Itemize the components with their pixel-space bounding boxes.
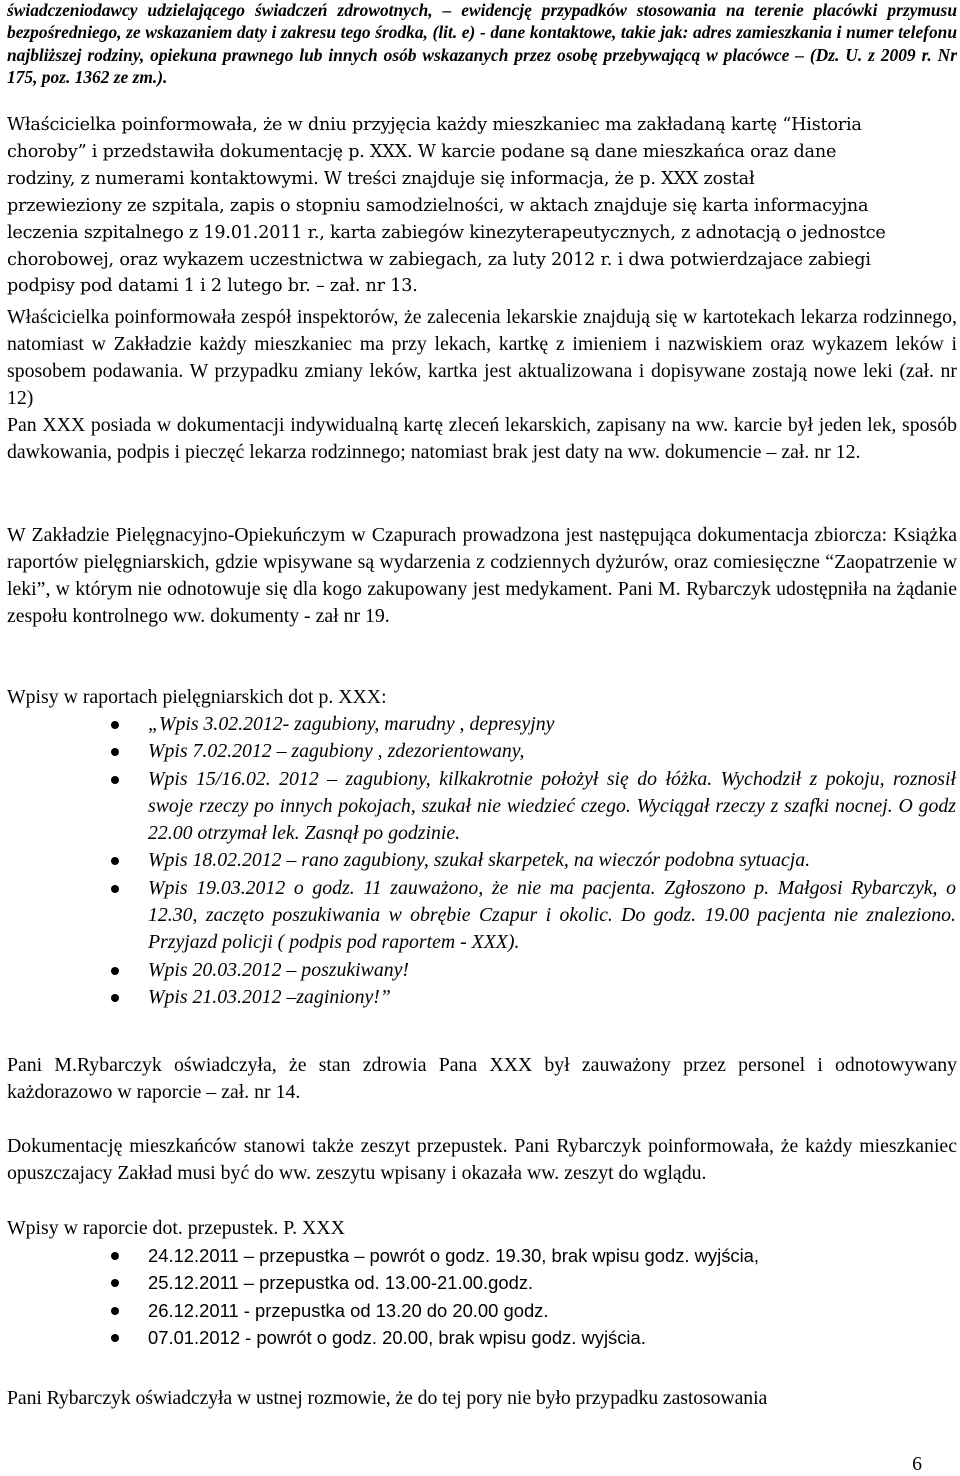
bullet-icon [111,748,119,756]
bullet-icon [111,967,119,975]
list-item: 24.12.2011 – przepustka – powrót o godz. 19.30, brak wpisu godz. wyjścia, [0,1242,956,1269]
list-item: Wpis 7.02.2012 – zagubiony , zdezorientowany, [0,738,956,765]
text-line: chorobowej, oraz wykazem uczestnictwa w zabiegach, za luty 2012 r. i dwa potwierdzajace zabiegi [7,249,871,270]
list-item: „Wpis 3.02.2012- zagubiony, marudny , depresyjny [0,711,956,738]
bullet-icon [111,776,119,784]
bullet-icon [111,1334,119,1342]
header-paragraph: świadczeniodawcy udzielającego świadczeń zdrowotnych, – ewidencję przypadków stosowania na terenie placówki przymusu bezpośredniego, ze wskazaniem daty i zakresu tego środka, (lit. e) - dane kontaktowe, takie jak: adres zamieszkania i numer telefonu najbliższej rodziny, opiekuna prawnego lub innych osób wskazanych przez osobę przebywającą w placówce – (Dz. U. z 2009 r. Nr 175, poz. 1362 ze zm.). [7,0,957,87]
text-line: przewieziony ze szpitala, zapis o stopniu samodzielności, w aktach znajduje się karta informacyjna [7,195,869,216]
bullet-icon [111,885,119,893]
page-number: 6 [912,1453,922,1475]
pass-entries-list [0,1242,956,1351]
paragraph-closing: Pani Rybarczyk oświadczyła w ustnej rozmowie, że do tej pory nie było przypadku zastosowania [7,1387,768,1409]
bullet-icon [111,721,119,729]
paragraph-medical-orders: Właścicielka poinformowała zespół inspektorów, że zalecenia lekarskie znajdują się w kartotekach lekarza rodzinnego, natomiast w Zakładzie każdy mieszkaniec ma przy lekach, kartkę z imieniem i nazwiskiem oraz wykazem leków i sposobem podawania. W przypadku zmiany leków, kartka jest aktualizowana i dopisywane zostają nowe leki (zał. nr 12) [7,306,957,409]
text-line: rodziny, z numerami kontaktowymi. W treści znajduje się informacja, że p. XXX został [7,168,755,189]
list-item: Wpis 15/16.02. 2012 – zagubiony, kilkakrotnie położył się do łóżka. Wychodził z pokoju, roznosił swoje rzeczy po innych pokojach, szukał nie wiedzieć czego. Wyciągał rzeczy z szafki nocnej. O godz 22.00 otrzymał lek. Zasnął po godzinie. [0,766,956,848]
text-line: choroby” i przedstawiła dokumentację p. XXX. W karcie podane są dane mieszkańca oraz dane [7,141,837,162]
text-line: Właścicielka poinformowała, że w dniu przyjęcia każdy mieszkaniec ma zakładaną kartę “Historia [7,115,862,135]
list-item: Wpis 19.03.2012 o godz. 11 zauważono, że nie ma pacjenta. Zgłoszono p. Małgosi Rybarczyk, o 12.30, zaczęto poszukiwania w obrębie Czapur i okolic. Do godz. 19.00 pacjenta nie znaleziono. Przyjazd policji ( podpis pod raportem - XXX). [0,875,956,957]
list-item: Wpis 18.02.2012 – rano zagubiony, szukał skarpetek, na wieczór podobna sytuacja. [0,847,956,874]
bullet-icon [111,994,119,1002]
list-item: 07.01.2012 - powrót o godz. 20.00, brak wpisu godz. wyjścia. [0,1324,956,1351]
list-item: 25.12.2011 – przepustka od. 13.00-21.00.godz. [0,1269,956,1296]
bullet-icon [111,857,119,865]
paragraph-order-card: Pan XXX posiada w dokumentacji indywidualną kartę zleceń lekarskich, zapisany na ww. karcie był jeden lek, sposób dawkowania, podpis i pieczęć lekarza rodzinnego; natomiast brak jest daty na ww. dokumencie – zał. nr 12. [7,414,957,463]
nurse-report-list [0,711,956,1011]
paragraph-documentation: W Zakładzie Pielęgnacyjno-Opiekuńczym w Czapurach prowadzona jest następująca dokumentacja zbiorcza: Książka raportów pielęgniarskich, gdzie wpisywane są wydarzenia z codziennych dyżurów, oraz comiesięczne “Zaopatrzenie w leki”, w którym nie odnotowuje się dla kogo zakupowany jest medykament. Pani M. Rybarczyk udostępniła na żądanie zespołu kontrolnego ww. dokumenty - zał nr 19. [7,524,957,627]
list-item: Wpis 20.03.2012 – poszukiwany! [0,957,956,984]
paragraph-history-card [7,112,957,300]
bullet-icon [111,1307,119,1315]
nurse-reports-heading: Wpisy w raportach pielęgniarskich dot p. XXX: [7,686,387,708]
paragraph-health-statement: Pani M.Rybarczyk oświadczyła, że stan zdrowia Pana XXX był zauważony przez personel i odnotowywany każdorazowo w raporcie – zał. nr 14. [7,1054,957,1103]
pass-entries-heading: Wpisy w raporcie dot. przepustek. P. XXX [7,1217,345,1239]
list-item: 26.12.2011 - przepustka od 13.20 do 20.00 godz. [0,1297,956,1324]
list-item: Wpis 21.03.2012 –zaginiony!” [0,984,956,1011]
paragraph-pass-book: Dokumentację mieszkańców stanowi także zeszyt przepustek. Pani Rybarczyk poinformowała, że każdy mieszkaniec opuszczajacy Zakład musi być do ww. zeszytu wpisany i okazała ww. zeszyt do wglądu. [7,1135,957,1184]
bullet-icon [111,1279,119,1287]
bullet-icon [111,1252,119,1260]
text-line: podpisy pod datami 1 i 2 lutego br. – zał. nr 13. [7,276,418,297]
text-line: leczenia szpitalnego z 19.01.2011 r., karta zabiegów kinezyterapeutycznych, z adnotacją o jednostce [7,222,886,243]
